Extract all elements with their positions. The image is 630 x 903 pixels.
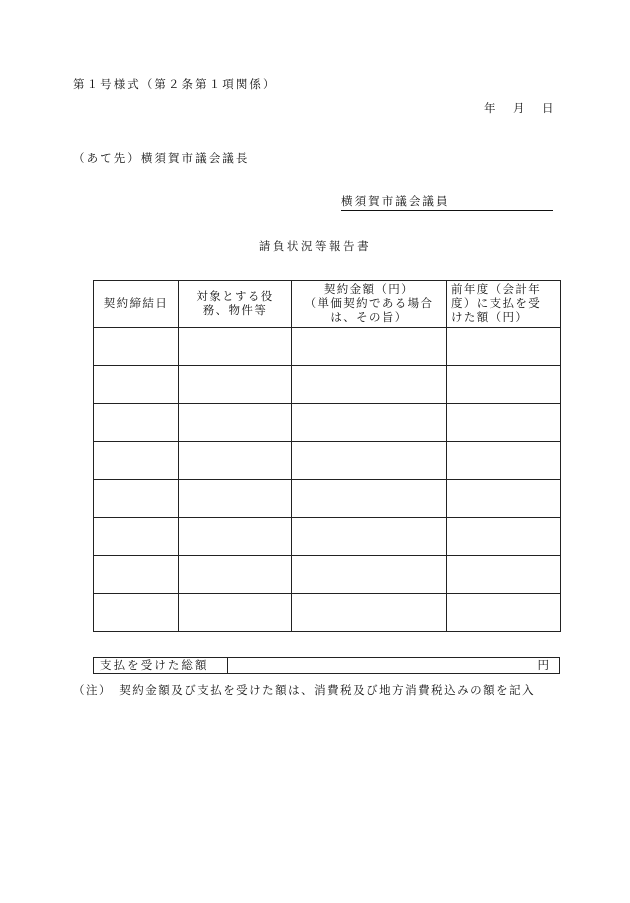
header-prior-year-payment-line: 度）に支払を受 bbox=[451, 296, 542, 311]
header-contract-amount-line: （単価契約である場合 bbox=[304, 296, 434, 311]
report-table bbox=[93, 280, 561, 632]
header-subject-line: 対象とする役 bbox=[196, 289, 274, 304]
header-subject bbox=[179, 281, 292, 328]
cell-subject[interactable] bbox=[179, 366, 292, 404]
total-payment-unit: 円 bbox=[537, 658, 549, 672]
cell-subject[interactable] bbox=[179, 518, 292, 556]
cell-subject[interactable] bbox=[179, 594, 292, 632]
cell-contract-amount[interactable] bbox=[292, 366, 447, 404]
addressee: （あて先）横須賀市議会議長 bbox=[73, 151, 250, 165]
table-row bbox=[94, 556, 561, 594]
table-row bbox=[94, 518, 561, 556]
header-contract-amount bbox=[292, 281, 447, 328]
cell-contract-amount[interactable] bbox=[292, 442, 447, 480]
cell-contract-date[interactable] bbox=[94, 328, 179, 366]
date-year: 年 bbox=[484, 101, 496, 115]
note: （注） 契約金額及び支払を受けた額は、消費税及び地方消費税込みの額を記入 bbox=[73, 683, 536, 697]
cell-subject[interactable] bbox=[179, 328, 292, 366]
date-line bbox=[484, 100, 554, 116]
cell-contract-date[interactable] bbox=[94, 518, 179, 556]
header-contract-amount-line: は、その旨） bbox=[330, 309, 408, 324]
cell-prior-year-payment[interactable] bbox=[447, 480, 561, 518]
cell-contract-date[interactable] bbox=[94, 366, 179, 404]
date-month: 月 bbox=[513, 101, 525, 115]
cell-contract-date[interactable] bbox=[94, 404, 179, 442]
council-member-signature-line[interactable] bbox=[341, 193, 553, 211]
header-prior-year-payment-line: けた額（円） bbox=[451, 309, 529, 324]
table-row bbox=[94, 366, 561, 404]
header-contract-amount-line: 契約金額（円） bbox=[323, 282, 415, 297]
cell-subject[interactable] bbox=[179, 556, 292, 594]
cell-contract-amount[interactable] bbox=[292, 594, 447, 632]
date-day: 日 bbox=[542, 101, 554, 115]
table-row bbox=[94, 328, 561, 366]
cell-contract-date[interactable] bbox=[94, 480, 179, 518]
document-title: 請負状況等報告書 bbox=[258, 239, 372, 253]
table-row bbox=[94, 442, 561, 480]
header-prior-year-payment bbox=[447, 281, 561, 328]
total-payment-field[interactable] bbox=[228, 658, 559, 673]
cell-contract-amount[interactable] bbox=[292, 480, 447, 518]
table-row bbox=[94, 404, 561, 442]
cell-prior-year-payment[interactable] bbox=[447, 442, 561, 480]
cell-subject[interactable] bbox=[179, 404, 292, 442]
table-row bbox=[94, 594, 561, 632]
header-subject-line: 務、物件等 bbox=[202, 303, 268, 317]
cell-prior-year-payment[interactable] bbox=[447, 328, 561, 366]
total-payment-label: 支払を受けた総額 bbox=[94, 658, 228, 673]
cell-subject[interactable] bbox=[179, 480, 292, 518]
table-body bbox=[94, 328, 561, 632]
cell-contract-date[interactable] bbox=[94, 594, 179, 632]
cell-prior-year-payment[interactable] bbox=[447, 366, 561, 404]
table-header-row bbox=[94, 281, 561, 328]
council-member-label: 横須賀市議会議員 bbox=[341, 194, 450, 208]
header-contract-date-line: 契約締結日 bbox=[103, 296, 169, 311]
cell-prior-year-payment[interactable] bbox=[447, 518, 561, 556]
table-row bbox=[94, 480, 561, 518]
cell-prior-year-payment[interactable] bbox=[447, 594, 561, 632]
cell-contract-date[interactable] bbox=[94, 556, 179, 594]
cell-contract-amount[interactable] bbox=[292, 328, 447, 366]
cell-contract-amount[interactable] bbox=[292, 518, 447, 556]
cell-prior-year-payment[interactable] bbox=[447, 404, 561, 442]
total-payment-row bbox=[93, 657, 560, 674]
form-number: 第１号様式（第２条第１項関係） bbox=[73, 77, 277, 91]
cell-subject[interactable] bbox=[179, 442, 292, 480]
cell-contract-amount[interactable] bbox=[292, 556, 447, 594]
cell-contract-date[interactable] bbox=[94, 442, 179, 480]
cell-prior-year-payment[interactable] bbox=[447, 556, 561, 594]
cell-contract-amount[interactable] bbox=[292, 404, 447, 442]
header-prior-year-payment-line: 前年度（会計年 bbox=[451, 282, 542, 297]
header-contract-date bbox=[94, 281, 179, 328]
